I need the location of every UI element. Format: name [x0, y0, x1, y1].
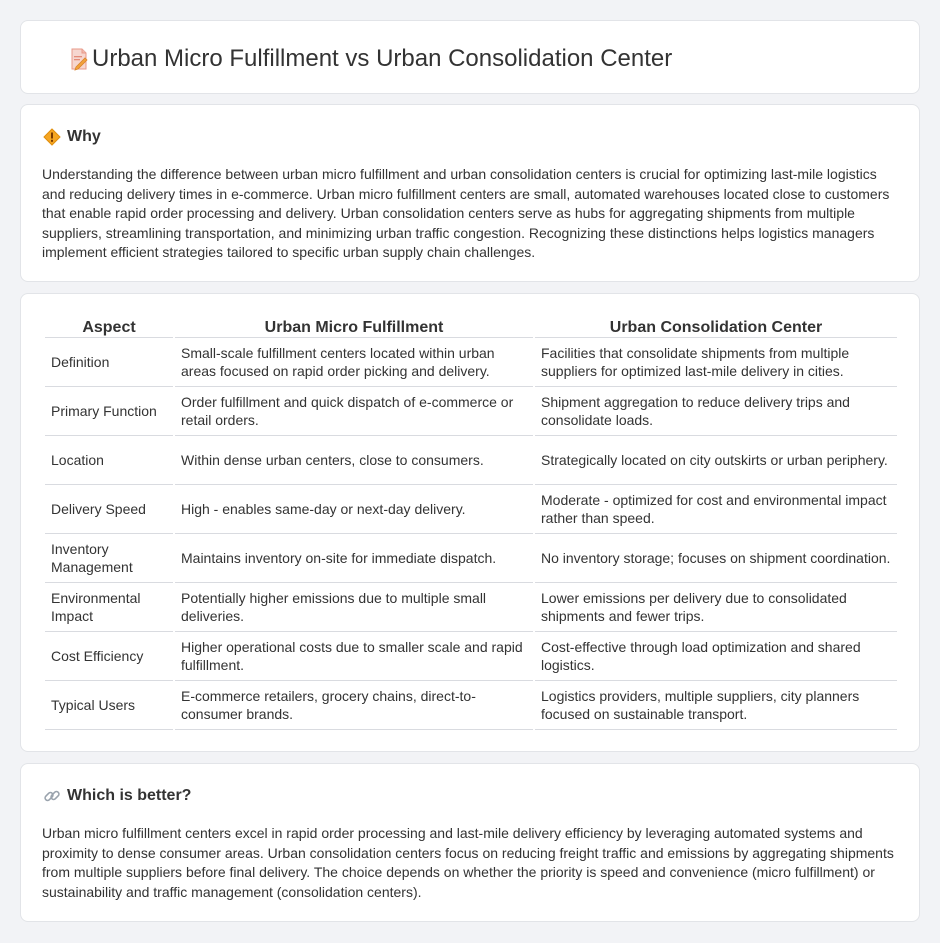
table-row [45, 583, 897, 632]
better-heading-row [43, 786, 191, 806]
consolidation-cell: Cost-effective through load optimization and shared logistics. [535, 632, 897, 681]
micro-cell: High - enables same-day or next-day delivery. [175, 485, 533, 534]
column-header-micro: Urban Micro Fulfillment [175, 316, 533, 338]
better-heading: Which is better? [67, 787, 192, 804]
consolidation-cell: Strategically located on city outskirts or urban periphery. [535, 436, 897, 485]
micro-cell: E-commerce retailers, grocery chains, direct-to-consumer brands. [175, 681, 533, 730]
table-row [45, 681, 897, 730]
consolidation-cell: Shipment aggregation to reduce delivery trips and consolidate loads. [535, 387, 897, 436]
page-title: Urban Micro Fulfillment vs Urban Consolidation Center [92, 45, 673, 72]
why-heading: Why [67, 128, 101, 145]
aspect-cell: Location [45, 436, 173, 485]
which-is-better-section [20, 763, 920, 922]
aspect-cell: Typical Users [45, 681, 173, 730]
table-header-row [45, 316, 897, 338]
link-icon [43, 787, 61, 805]
consolidation-cell: Lower emissions per delivery due to consolidated shipments and fewer trips. [535, 583, 897, 632]
consolidation-cell: No inventory storage; focuses on shipment coordination. [535, 534, 897, 583]
micro-cell: Within dense urban centers, close to consumers. [175, 436, 533, 485]
table-row [45, 485, 897, 534]
comparison-table [43, 316, 899, 730]
aspect-cell: Inventory Management [45, 534, 173, 583]
document-pencil-icon [67, 47, 91, 71]
consolidation-cell: Facilities that consolidate shipments from multiple suppliers for optimized last-mile delivery in cities. [535, 338, 897, 387]
aspect-cell: Definition [45, 338, 173, 387]
better-paragraph: Urban micro fulfillment centers excel in rapid order processing and last-mile delivery efficiency by leveraging automated systems and proximity to dense consumer areas. Urban consolidation centers focus on reducing freight traffic and emissions by aggregating shipments from multiple suppliers before final delivery. The choice depends on whether the priority is speed and convenience (micro fulfillment) or sustainability and traffic management (consolidation centers). [42, 825, 894, 900]
column-header-aspect: Aspect [45, 316, 173, 338]
micro-cell: Small-scale fulfillment centers located within urban areas focused on rapid order picking and delivery. [175, 338, 533, 387]
table-row [45, 534, 897, 583]
why-section [20, 104, 920, 282]
table-row [45, 436, 897, 485]
micro-cell: Maintains inventory on-site for immediate dispatch. [175, 534, 533, 583]
consolidation-cell: Logistics providers, multiple suppliers, city planners focused on sustainable transport. [535, 681, 897, 730]
comparison-section [20, 293, 920, 752]
aspect-cell: Environmental Impact [45, 583, 173, 632]
table-row [45, 632, 897, 681]
aspect-cell: Delivery Speed [45, 485, 173, 534]
aspect-cell: Primary Function [45, 387, 173, 436]
why-heading-row [43, 127, 101, 147]
why-paragraph: Understanding the difference between urban micro fulfillment and urban consolidation centers is crucial for optimizing last-mile logistics and reducing delivery times in e-commerce. Urban micro fulfillment centers are small, automated warehouses located close to customers that enable rapid order processing and delivery. Urban consolidation centers serve as hubs for aggregating shipments from multiple suppliers, streamlining transportation, and minimizing urban traffic congestion. Recognizing these distinctions helps logistics managers implement efficient strategies tailored to specific urban supply chain challenges. [42, 166, 890, 261]
diamond-warning-icon [43, 128, 61, 146]
column-header-consolidation: Urban Consolidation Center [535, 316, 897, 338]
aspect-cell: Cost Efficiency [45, 632, 173, 681]
table-row [45, 338, 897, 387]
table-row [45, 387, 897, 436]
micro-cell: Higher operational costs due to smaller scale and rapid fulfillment. [175, 632, 533, 681]
title-card [20, 20, 920, 94]
consolidation-cell: Moderate - optimized for cost and environmental impact rather than speed. [535, 485, 897, 534]
micro-cell: Potentially higher emissions due to multiple small deliveries. [175, 583, 533, 632]
micro-cell: Order fulfillment and quick dispatch of e-commerce or retail orders. [175, 387, 533, 436]
